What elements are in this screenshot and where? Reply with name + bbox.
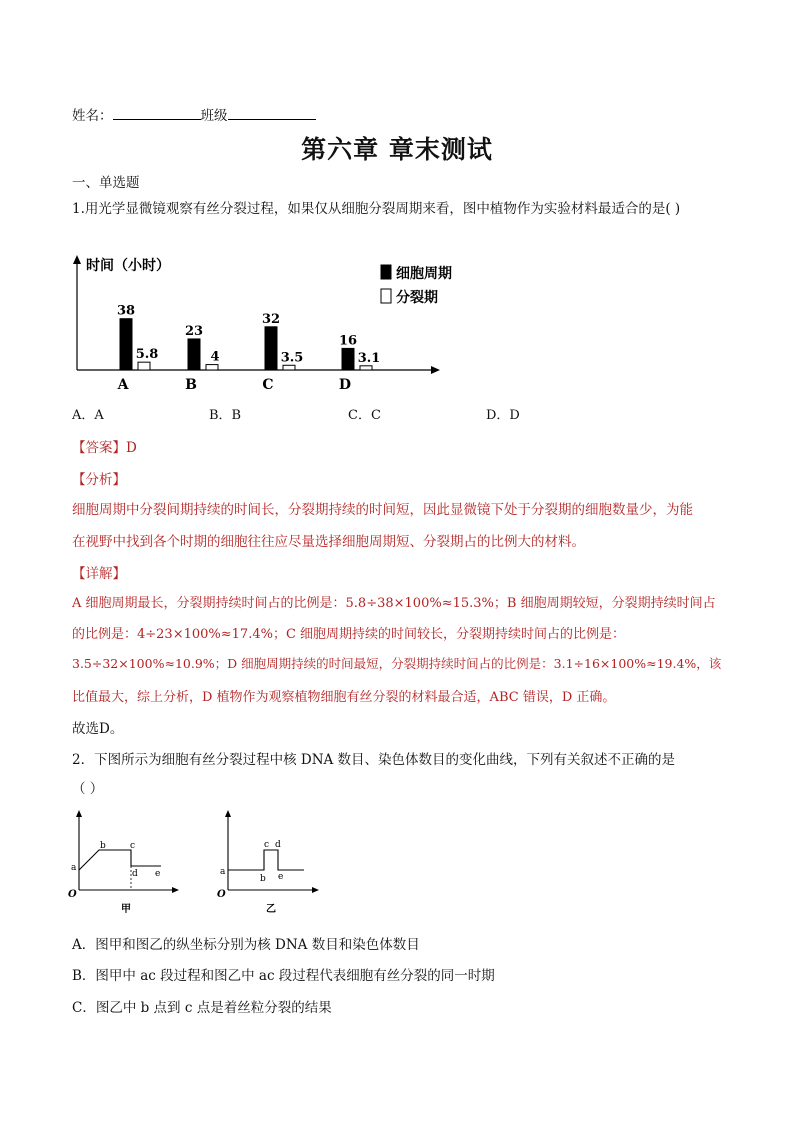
bar-C-cycle [265,327,277,370]
graph-yi-caption: 乙 [266,904,276,915]
q2-paren: （ ） [72,781,104,797]
bar-B-cycle [188,339,200,370]
bar-C-division [283,365,295,370]
point-c: c [130,841,136,851]
category-label-B: B [185,377,197,393]
category-label-C: C [262,377,274,393]
data-label-C-cycle: 32 [261,311,281,327]
bar-A-division [138,362,150,370]
data-label-D-cycle: 16 [338,333,358,349]
bar-D-division [360,366,372,370]
point-c: c [264,840,270,850]
legend-swatch-division [381,289,391,303]
analysis-line-1: 细胞周期中分裂间期持续的时间长，分裂期持续的时间短，因此显微镜下处于分裂期的细胞数量少，为能 [72,502,693,518]
class-label: 班级 [200,108,228,124]
detail-line-4: 比值最大，综上分析，D 植物作为观察植物细胞有丝分裂的材料最合适，ABC 错误，D 正确。 [72,690,616,705]
data-label-A-cycle: 38 [116,303,136,319]
point-e: e [278,872,284,882]
data-label-D-division: 3.1 [357,350,381,366]
q1-option-b: B．B [209,408,242,423]
detail-label: 【详解】 [72,566,126,582]
q2-option-b: B．图甲中 ac 段过程和图乙中 ac 段过程代表细胞有丝分裂的同一时期 [72,968,495,984]
point-a: a [220,867,226,877]
detail-line-1: A 细胞周期最长，分裂期持续时间占的比例是：5.8÷38×100%≈15.3%；B 细胞周期较短，分裂期持续时间占 [72,596,716,611]
graph-yi [214,808,334,916]
point-e: e [155,869,161,879]
x-axis-arrow [431,366,440,374]
analysis-line-2: 在视野中找到各个时期的细胞往往应尽量选择细胞周期短、分裂期占的比例大的材料。 [72,534,585,550]
q1-answer: 【答案】D [72,440,137,456]
q1-conclusion: 故选D。 [72,721,124,737]
q1-option-d: D．D [486,408,520,423]
detail-line-2: 的比例是：4÷23×100%≈17.4%；C 细胞周期持续的时间较长，分裂期持续时间占的比例是： [72,627,626,642]
section-heading: 一、单选题 [72,175,140,191]
q2-option-c: C．图乙中 b 点到 c 点是着丝粒分裂的结果 [72,1000,332,1016]
bar-A-cycle [120,319,132,370]
bar-B-division [206,365,218,370]
q1-stem: 1.用光学显微镜观察有丝分裂过程，如果仅从细胞分裂周期来看，图中植物作为实验材料最适合的是( ) [72,201,681,217]
data-label-C-division: 3.5 [280,350,304,366]
point-b: b [100,841,106,851]
point-a: a [71,863,77,873]
legend-label-cycle: 细胞周期 [396,266,452,282]
data-label-A-division: 5.8 [135,347,159,363]
point-b: b [260,874,266,884]
q1-option-c: C．C [348,408,381,423]
class-blank [228,107,316,120]
graph-jia-caption: 甲 [121,904,131,915]
category-label-D: D [338,377,352,393]
q1-bar-chart [60,250,460,400]
page-title: 第六章 章末测试 [301,135,493,164]
analysis-label: 【分析】 [72,472,126,488]
origin-label: O [68,889,77,900]
category-label-A: A [117,377,129,393]
data-label-B-cycle: 23 [184,323,204,339]
origin-label: O [217,889,226,900]
detail-line-3: 3.5÷32×100%≈10.9%；D 细胞周期持续的时间最短，分裂期持续时间占的比例是：3.1÷16×100%≈19.4%，该 [72,656,722,671]
data-label-B-division: 4 [210,349,220,365]
q1-option-a: A．A [72,408,104,423]
graph-jia [66,808,186,916]
legend-swatch-cycle [381,265,391,279]
y-axis-label: 时间（小时） [86,258,170,274]
point-d: d [275,840,281,850]
student-info-line [72,104,316,124]
bar-D-cycle [342,348,354,370]
dna-curve [79,850,161,870]
q2-stem: 2．下图所示为细胞有丝分裂过程中核 DNA 数目、染色体数目的变化曲线，下列有关叙述不正确的是 [72,752,676,768]
point-d: d [132,869,138,879]
y-axis-arrow [73,255,81,264]
legend-label-division: 分裂期 [396,290,438,306]
chromosome-curve [228,850,304,870]
q2-option-a: A．图甲和图乙的纵坐标分别为核 DNA 数目和染色体数目 [72,937,420,953]
name-blank [113,107,201,120]
name-label: 姓名： [72,108,113,124]
